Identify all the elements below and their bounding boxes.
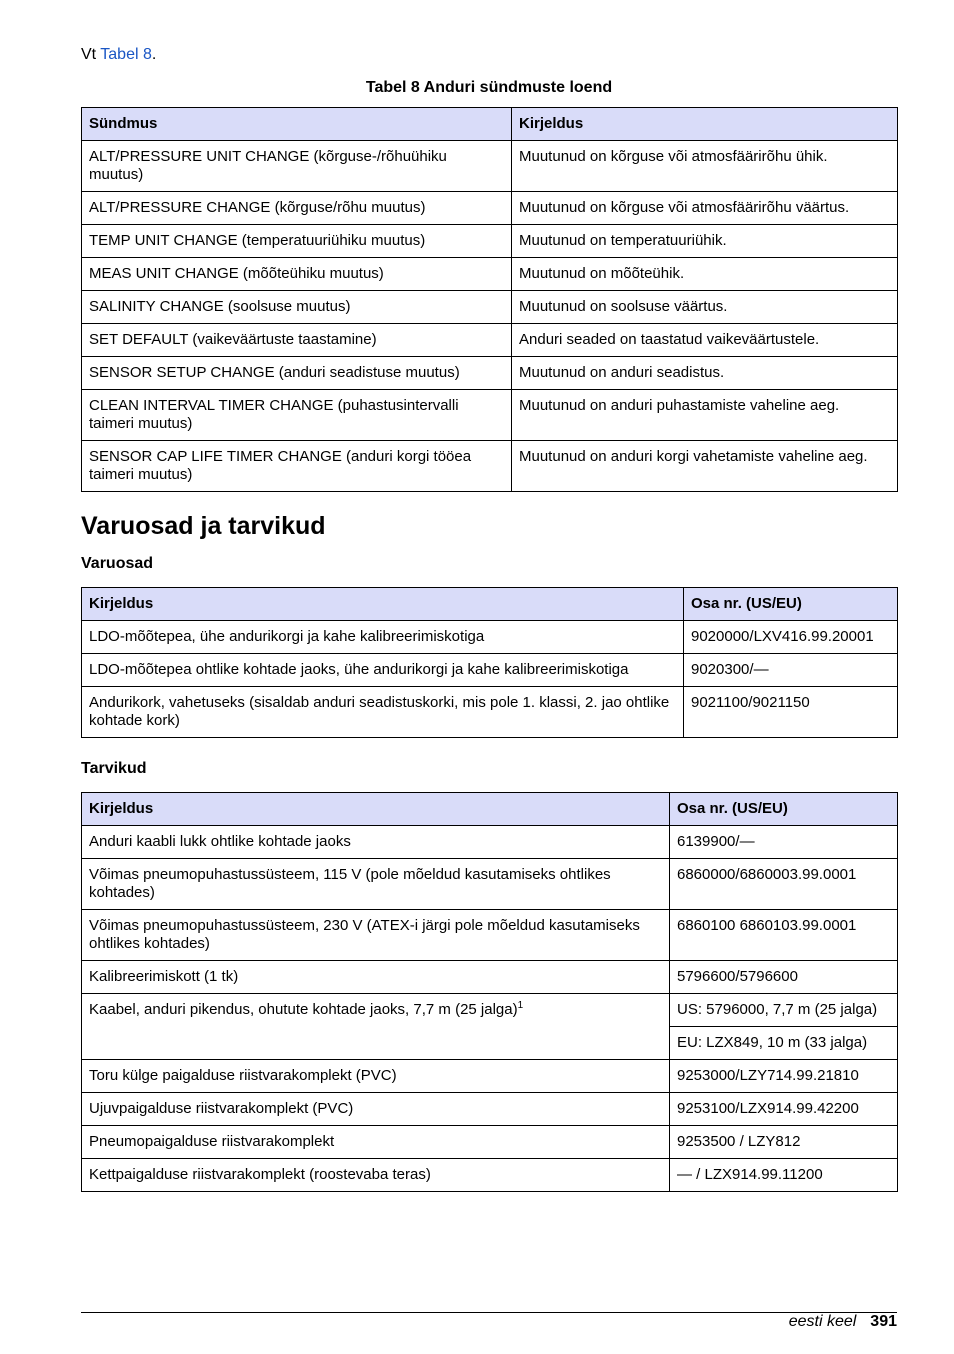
value-cell: Muutunud on soolsuse väärtus. <box>512 291 898 324</box>
table-row <box>82 441 898 492</box>
value-cell: 9021100/9021150 <box>684 687 898 738</box>
value-cell: Anduri seaded on taastatud vaikeväärtustele. <box>512 324 898 357</box>
intro-suffix: . <box>151 46 157 63</box>
cable-description: Kaabel, anduri pikendus, ohutute kohtade jaoks, 7,7 m (25 jalga) <box>89 1001 518 1018</box>
table-row <box>82 390 898 441</box>
table-row <box>82 291 898 324</box>
table-header-row <box>82 588 898 621</box>
table-row <box>82 910 898 961</box>
value-cell: Muutunud on anduri korgi vahetamiste vaheline aeg. <box>512 441 898 492</box>
table-row <box>82 1060 898 1093</box>
description-cell: LDO-mõõtepea, ühe andurikorgi ja kahe kalibreerimiskotiga <box>82 621 684 654</box>
description-cell: Võimas pneumopuhastussüsteem, 230 V (ATEX-i järgi pole mõeldud kasutamiseks ohtlikes kohtades) <box>82 910 670 961</box>
accessories-table <box>81 792 898 1192</box>
sensor-events-table <box>81 107 898 492</box>
section-title: Varuosad ja tarvikud <box>81 512 326 540</box>
value-cell: 9253100/LZX914.99.42200 <box>670 1093 898 1126</box>
value-cell: — / LZX914.99.11200 <box>670 1159 898 1192</box>
spare-parts-table <box>81 587 898 738</box>
spare-parts-title: Varuosad <box>81 555 154 572</box>
table-row <box>82 994 898 1027</box>
description-cell: LDO-mõõtepea ohtlike kohtade jaoks, ühe andurikorgi ja kahe kalibreerimiskotiga <box>82 654 684 687</box>
table-row <box>82 357 898 390</box>
table-caption: Tabel 8 Anduri sündmuste loend <box>365 79 613 96</box>
table-row <box>82 1093 898 1126</box>
table-row <box>82 225 898 258</box>
value-cell: Muutunud on anduri puhastamiste vaheline aeg. <box>512 390 898 441</box>
value-cell: Muutunud on kõrguse või atmosfäärirõhu väärtus. <box>512 192 898 225</box>
value-cell: 5796600/5796600 <box>670 961 898 994</box>
description-cell: SET DEFAULT (vaikeväärtuste taastamine) <box>82 324 512 357</box>
description-cell: Andurikork, vahetuseks (sisaldab anduri seadistuskorki, mis pole 1. klassi, 2. jao ohtlike kohtade kork) <box>82 687 684 738</box>
table-row <box>82 324 898 357</box>
description-cell: Anduri kaabli lukk ohtlike kohtade jaoks <box>82 826 670 859</box>
table-row <box>82 258 898 291</box>
cable-part-us: US: 5796000, 7,7 m (25 jalga) <box>670 994 898 1027</box>
value-cell: 9253000/LZY714.99.21810 <box>670 1060 898 1093</box>
value-cell: 6139900/— <box>670 826 898 859</box>
description-cell: CLEAN INTERVAL TIMER CHANGE (puhastusintervalli taimeri muutus) <box>82 390 512 441</box>
value-cell: Muutunud on temperatuuriühik. <box>512 225 898 258</box>
table-row <box>82 141 898 192</box>
table-row <box>82 654 898 687</box>
footer-divider <box>81 1312 897 1313</box>
description-cell: TEMP UNIT CHANGE (temperatuuriühiku muutus) <box>82 225 512 258</box>
header-description: Kirjeldus <box>82 793 670 826</box>
table-row <box>82 826 898 859</box>
value-cell: 6860000/6860003.99.0001 <box>670 859 898 910</box>
table-header-row <box>82 793 898 826</box>
value-cell: Muutunud on kõrguse või atmosfäärirõhu ühik. <box>512 141 898 192</box>
table-row <box>82 961 898 994</box>
description-cell: MEAS UNIT CHANGE (mõõteühiku muutus) <box>82 258 512 291</box>
value-cell: Muutunud on anduri seadistus. <box>512 357 898 390</box>
header-description: Kirjeldus <box>512 108 898 141</box>
table-row <box>82 621 898 654</box>
value-cell: Muutunud on mõõteühik. <box>512 258 898 291</box>
description-cell: SENSOR SETUP CHANGE (anduri seadistuse muutus) <box>82 357 512 390</box>
intro-prefix: Vt <box>81 46 101 63</box>
description-cell: Võimas pneumopuhastussüsteem, 115 V (pole mõeldud kasutamiseks ohtlikes kohtades) <box>82 859 670 910</box>
header-event: Sündmus <box>82 108 512 141</box>
intro-text <box>81 46 156 64</box>
description-cell: ALT/PRESSURE UNIT CHANGE (kõrguse-/rõhuühiku muutus) <box>82 141 512 192</box>
description-cell: Kettpaigalduse riistvarakomplekt (roostevaba teras) <box>82 1159 670 1192</box>
header-description: Kirjeldus <box>82 588 684 621</box>
table-row <box>82 1126 898 1159</box>
value-cell: 9020300/— <box>684 654 898 687</box>
table-header-row <box>82 108 898 141</box>
accessories-title: Tarvikud <box>81 760 147 777</box>
table-row <box>82 1159 898 1192</box>
footer-language: eesti keel <box>788 1313 857 1330</box>
cable-part-eu: EU: LZX849, 10 m (33 jalga) <box>670 1027 898 1060</box>
description-cell: Pneumopaigalduse riistvarakomplekt <box>82 1126 670 1159</box>
description-cell: SENSOR CAP LIFE TIMER CHANGE (anduri korgi tööea taimeri muutus) <box>82 441 512 492</box>
table-row <box>82 859 898 910</box>
value-cell: 6860100 6860103.99.0001 <box>670 910 898 961</box>
description-cell: SALINITY CHANGE (soolsuse muutus) <box>82 291 512 324</box>
page-number: 391 <box>870 1313 897 1330</box>
page-footer <box>789 1312 897 1332</box>
footnote-marker: 1 <box>517 1000 524 1011</box>
table-8-link[interactable]: Tabel 8 <box>100 46 152 63</box>
value-cell: 9020000/LXV416.99.20001 <box>684 621 898 654</box>
description-cell: Toru külge paigalduse riistvarakomplekt (PVC) <box>82 1060 670 1093</box>
header-part-number: Osa nr. (US/EU) <box>684 588 898 621</box>
header-part-number: Osa nr. (US/EU) <box>670 793 898 826</box>
description-cell: Kalibreerimiskott (1 tk) <box>82 961 670 994</box>
value-cell: 9253500 / LZY812 <box>670 1126 898 1159</box>
cable-description-cell <box>82 994 670 1060</box>
table-row <box>82 192 898 225</box>
description-cell: Ujuvpaigalduse riistvarakomplekt (PVC) <box>82 1093 670 1126</box>
table-row <box>82 687 898 738</box>
description-cell: ALT/PRESSURE CHANGE (kõrguse/rõhu muutus) <box>82 192 512 225</box>
